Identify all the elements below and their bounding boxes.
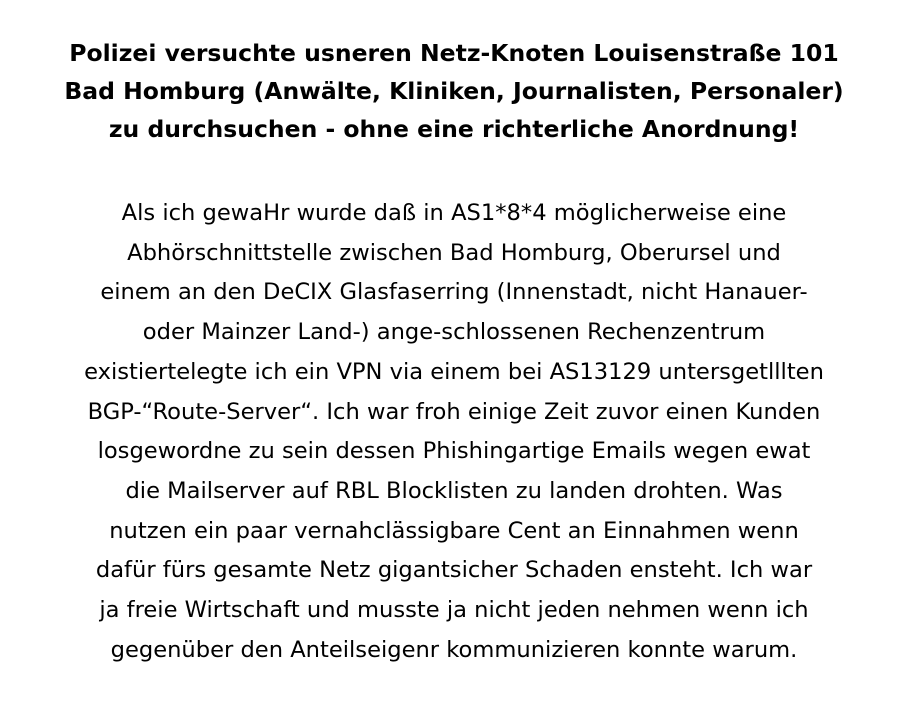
title-line: zu durchsuchen - ohne eine richterliche Anordnung!	[108, 115, 800, 143]
body-line: die Mailserver auf RBL Blocklisten zu landen drohten. Was	[125, 477, 783, 504]
body-line: losgewordne zu sein dessen Phishingartige Emails wegen ewat	[97, 438, 811, 465]
body-line: Als ich gewaHr wurde daß in AS1*8*4 möglicherweise eine	[121, 200, 787, 226]
body-line: einem an den DeCIX Glasfaserring (Innenstadt, nicht Hanauer-	[100, 279, 808, 306]
body-line: gegenüber den Anteilseigenr kommunizieren konnte warum.	[110, 636, 798, 663]
body-line: existiertelegte ich ein VPN via einem bei AS13129 untersgetlllten	[84, 358, 824, 385]
slide-title	[0, 34, 908, 148]
body-line: ja freie Wirtschaft und musste ja nicht jeden nehmen wenn ich	[99, 597, 809, 624]
body-line: oder Mainzer Land-) ange-schlossenen Rechenzentrum	[142, 319, 766, 346]
title-line: Bad Homburg (Anwälte, Kliniken, Journalisten, Personaler)	[64, 77, 844, 105]
body-line: nutzen ein paar vernahclässigbare Cent an Einnahmen wenn	[109, 517, 799, 544]
slide-body	[0, 194, 908, 670]
body-line: BGP-“Route-Server“. Ich war froh einige Zeit zuvor einen Kunden	[87, 398, 821, 425]
body-line: dafür fürs gesamte Netz gigantsicher Schaden ensteht. Ich war	[95, 557, 813, 584]
title-line: Polizei versuchte usneren Netz-Knoten Louisenstraße 101	[69, 39, 839, 67]
body-line: Abhörschnittstelle zwischen Bad Homburg, Oberursel und	[127, 239, 781, 266]
